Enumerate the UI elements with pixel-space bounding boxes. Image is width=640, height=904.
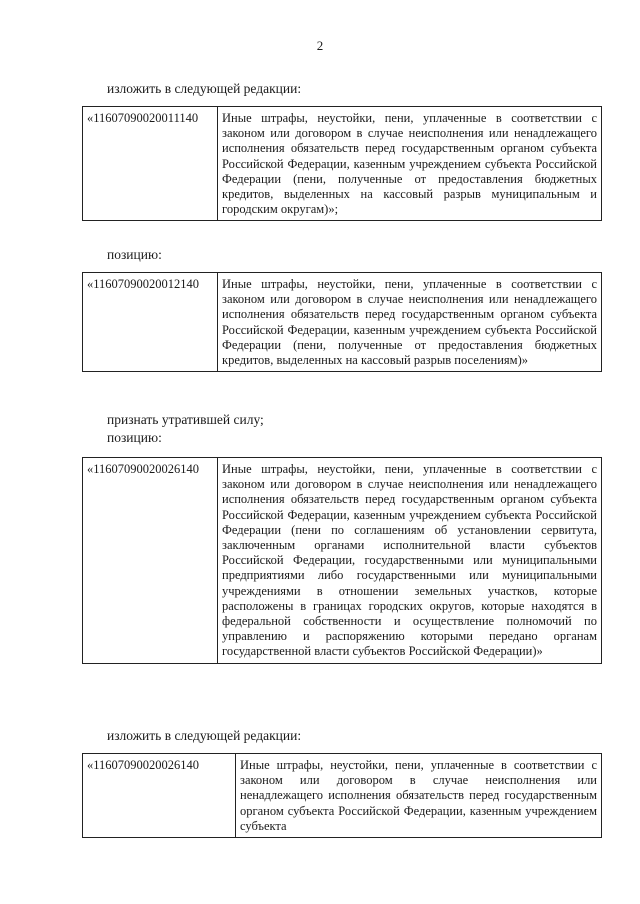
instruction-text: признать утратившей силу; <box>107 412 264 427</box>
description-cell: Иные штрафы, неустойки, пени, уплаченные в соответствии с законом или договором в случае неисполнения или ненадлежащего исполнения обязательств перед государственным органом субъекта Российской Федерации, казенным учреждением субъекта Российской Федерации (пени, полученные от предоставления бюджетных кредитов, выделенных на кассовый разрыв муниципальным и городским округам)»; <box>218 107 602 221</box>
page-number: 2 <box>316 38 324 53</box>
table-row <box>83 754 602 838</box>
instruction-text: позицию: <box>107 430 162 445</box>
classification-table <box>82 106 602 221</box>
instruction-text: позицию: <box>107 247 162 262</box>
budget-code-cell: «11607090020012140 <box>83 273 218 372</box>
table-row <box>83 273 602 372</box>
description-cell: Иные штрафы, неустойки, пени, уплаченные в соответствии с законом или договором в случае неисполнения или ненадлежащего исполнения обязательств перед государственным органом субъекта Российской Федерации, казенным учреждением субъекта <box>236 754 602 838</box>
classification-table <box>82 753 602 838</box>
classification-table <box>82 272 602 372</box>
instruction-text: изложить в следующей редакции: <box>107 728 302 743</box>
table-row <box>83 107 602 221</box>
budget-code-cell: «11607090020011140 <box>83 107 218 221</box>
budget-code-cell: «11607090020026140 <box>83 754 236 838</box>
table-row <box>83 458 602 664</box>
instruction-text: изложить в следующей редакции: <box>107 81 302 96</box>
description-cell: Иные штрафы, неустойки, пени, уплаченные в соответствии с законом или договором в случае неисполнения или ненадлежащего исполнения обязательств перед государственным органом субъекта Российской Федерации, казенным учреждением субъекта Российской Федерации (пени, полученные от предоставления бюджетных кредитов, выделенных на кассовый разрыв поселениям)» <box>218 273 602 372</box>
description-cell: Иные штрафы, неустойки, пени, уплаченные в соответствии с законом или договором в случае неисполнения или ненадлежащего исполнения обязательств перед государственным органом субъекта Российской Федерации, казенным учреждением субъекта Российской Федерации (пени по соглашениям об установлении сервитута, заключенным органами исполнительной власти субъектов Российской Федерации, государственными или муниципальными предприятиями либо государственными или муниципальными учреждениями в отношении земельных участков, которые расположены в границах городских округов, которые находятся в федеральной собственности и осуществление полномочий по управлению и распоряжению которыми передано органам государственной власти субъектов Российской Федерации)» <box>218 458 602 664</box>
classification-table <box>82 457 602 664</box>
budget-code-cell: «11607090020026140 <box>83 458 218 664</box>
